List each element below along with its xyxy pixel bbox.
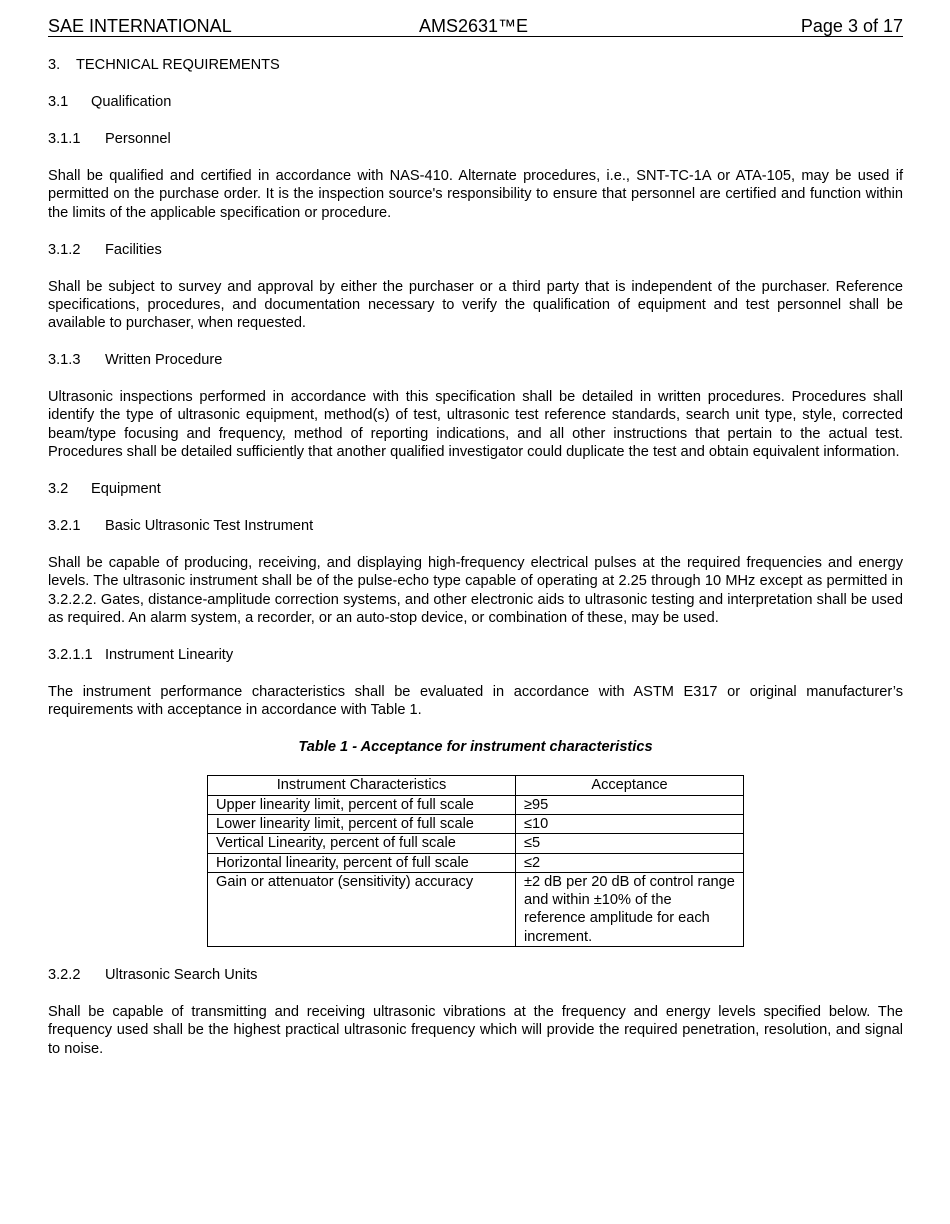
section-number: 3.1.2: [48, 241, 81, 258]
heading-3-1: [48, 93, 903, 111]
table-cell: Horizontal linearity, percent of full scale: [208, 853, 516, 872]
section-title: Written Procedure: [105, 352, 223, 369]
paragraph-basic-instrument: Shall be capable of producing, receiving, and displaying high-frequency electrical pulses at the required frequencies and energy levels. The ultrasonic instrument shall be of the pulse-echo type capable of operating at 2.25 through 10 MHz except as permitted in 3.2.2.2. Gates, distance-amplitude correction systems, and other electronic aids to ultrasonic testing and interpretation shall be used as required. An alarm system, a recorder, or an auto-stop device, or combination of these, may be used.: [48, 554, 903, 626]
paragraph-facilities: Shall be subject to survey and approval by either the purchaser or a third party that is independent of the purchaser. Reference specifications, procedures, and documentation necessary to verify the qualification of equipment and test personnel shall be available to purchaser, when requested.: [48, 278, 903, 332]
table-caption: Table 1 - Acceptance for instrument characteristics: [298, 739, 653, 756]
section-number: 3.: [48, 57, 61, 73]
header-page-number: Page 3 of 17: [800, 16, 903, 36]
heading-3-1-2: [48, 241, 903, 259]
section-title: Facilities: [105, 241, 162, 258]
table-cell: ≤5: [516, 834, 744, 853]
section-title: Ultrasonic Search Units: [105, 967, 258, 984]
table-cell: Vertical Linearity, percent of full scale: [208, 834, 516, 853]
table-cell: Upper linearity limit, percent of full scale: [208, 795, 516, 814]
table-row: [208, 872, 744, 946]
table-cell: ≥95: [516, 795, 744, 814]
heading-3-1-3: [48, 351, 903, 369]
section-title: Personnel: [105, 130, 171, 147]
section-title: TECHNICAL REQUIREMENTS: [76, 57, 280, 73]
section-number: 3.2.1: [48, 517, 81, 534]
table-cell: ≤10: [516, 814, 744, 833]
header-doc-id: AMS2631™E: [419, 16, 529, 36]
section-number: 3.1: [48, 93, 69, 110]
table-row: [208, 834, 744, 853]
table-cell: ≤2: [516, 853, 744, 872]
heading-3-1-1: [48, 130, 903, 148]
column-header: Acceptance: [516, 776, 744, 795]
section-number: 3.2.1.1: [48, 646, 93, 663]
table-row: [208, 853, 744, 872]
section-title: Qualification: [91, 93, 172, 110]
header-org: SAE INTERNATIONAL: [48, 16, 232, 36]
section-title: Equipment: [91, 480, 161, 497]
table-cell: Lower linearity limit, percent of full scale: [208, 814, 516, 833]
section-title: Basic Ultrasonic Test Instrument: [105, 517, 314, 534]
section-number: 3.2.2: [48, 967, 81, 984]
table-cell: Gain or attenuator (sensitivity) accuracy: [208, 872, 516, 946]
section-number: 3.2: [48, 480, 69, 497]
table-row: [208, 814, 744, 833]
section-number: 3.1.1: [48, 130, 81, 147]
document-body: [48, 56, 903, 1077]
paragraph-personnel: Shall be qualified and certified in accordance with NAS-410. Alternate procedures, i.e., SNT-TC-1A or ATA-105, may be used if permitted on the purchase order. It is the inspection source's responsibility to ensure that personnel are certified and function within the limits of the applicable specification or procedure.: [48, 167, 903, 221]
section-title: Instrument Linearity: [105, 646, 234, 663]
heading-3-2-2: [48, 966, 903, 984]
paragraph-instrument-linearity: The instrument performance characteristics shall be evaluated in accordance with ASTM E317 or original manufacturer’s requirements with acceptance in accordance with Table 1.: [48, 683, 903, 719]
table-header-row: [208, 776, 744, 795]
paragraph-written-procedure: Ultrasonic inspections performed in accordance with this specification shall be detailed in written procedures. Procedures shall identify the type of ultrasonic equipment, method(s) of test, ultrasonic test reference standards, search unit type, style, corrected beam/type focusing and frequency, method of reporting indications, and all other instructions that pertain to the actual test. Procedures shall be detailed sufficiently that another qualified investigator could duplicate the test and obtain equivalent information.: [48, 389, 903, 460]
heading-3-2: [48, 480, 903, 498]
acceptance-table: [207, 775, 744, 947]
column-header: Instrument Characteristics: [208, 776, 516, 795]
page-header: [48, 15, 903, 37]
heading-3-2-1-1: [48, 646, 903, 664]
heading-3-2-1: [48, 517, 903, 535]
table-cell: ±2 dB per 20 dB of control range and within ±10% of the reference amplitude for each increment.: [516, 872, 744, 946]
paragraph-search-units: Shall be capable of transmitting and receiving ultrasonic vibrations at the frequency and energy levels specified below. The frequency used shall be the highest practical ultrasonic frequency which will provide the required penetration, resolution, and signal to noise.: [48, 1004, 903, 1057]
table-row: [208, 795, 744, 814]
section-number: 3.1.3: [48, 352, 81, 369]
heading-3: [48, 56, 903, 74]
